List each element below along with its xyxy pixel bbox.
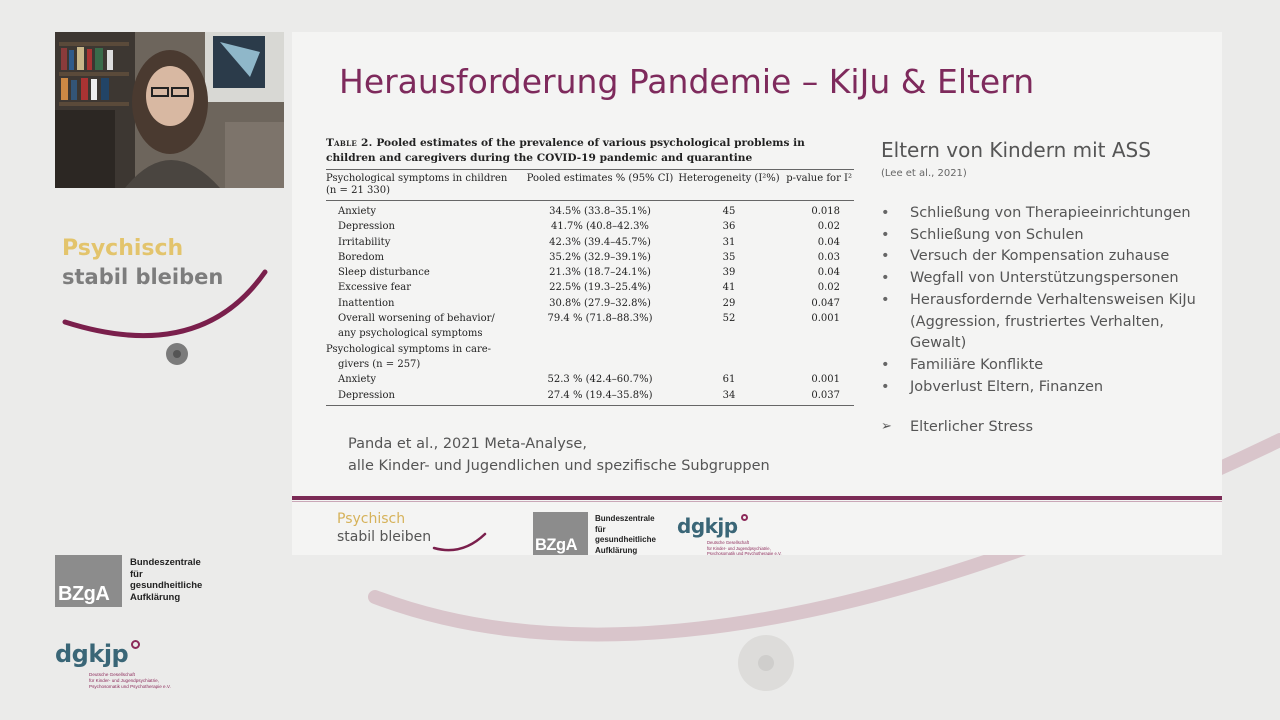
footer-brand-logo: Psychisch stabil bleiben — [337, 511, 432, 545]
table-row — [326, 342, 854, 357]
cell-pvalue — [784, 357, 854, 372]
dgkjp-wordmark: dgkjp — [55, 640, 128, 668]
cell-heterogeneity — [674, 357, 784, 372]
bzga-text: Bundeszentrale für gesundheitliche Aufklärung — [130, 557, 203, 603]
cell-pvalue: 0.04 — [817, 267, 840, 279]
cell-heterogeneity: 34 — [674, 388, 784, 406]
header-heterogeneity: Heterogeneity (I²%) — [674, 170, 784, 201]
brand-logo-psychisch-stabil — [62, 236, 223, 289]
table-row — [326, 388, 854, 406]
cell-heterogeneity — [674, 342, 784, 357]
cell-symptom: Sleep disturbance — [338, 267, 430, 279]
cell-symptom: Depression — [338, 221, 395, 233]
cell-estimate: 35.2% (32.9–39.1%) — [549, 251, 651, 263]
cell-estimate — [526, 342, 674, 357]
cell-estimate — [526, 326, 674, 341]
footer-divider-thin — [292, 501, 1222, 502]
cell-heterogeneity: 35 — [722, 251, 736, 263]
asd-parents-panel — [881, 138, 1211, 435]
slide-title: Herausforderung Pandemie – KiJu & Eltern — [339, 62, 1035, 101]
cell-estimate: 42.3% (39.4–45.7%) — [549, 236, 651, 248]
table-header-row — [326, 170, 854, 201]
challenge-item: • Schließung von Schulen — [881, 225, 1211, 247]
cell-heterogeneity: 31 — [722, 236, 736, 248]
dgkjp-dot-icon — [741, 514, 748, 521]
table-row — [326, 250, 854, 265]
challenge-item: • Wegfall von Unterstützungspersonen — [881, 268, 1211, 290]
cell-heterogeneity: 36 — [722, 221, 736, 233]
dgkjp-subtitle: Deutsche Gesellschaft für Kinder- und Jugendpsychiatrie, Psychosomatik und Psychotherapie e.V. — [89, 672, 171, 689]
webcam-video — [55, 32, 284, 188]
cell-estimate: 79.4 % (71.8–88.3%) — [547, 313, 653, 325]
cell-heterogeneity — [674, 326, 784, 341]
brand-line2: stabil bleiben — [62, 265, 224, 289]
panel-citation: (Lee et al., 2021) — [881, 168, 967, 179]
dgkjp-dot-icon — [131, 640, 140, 649]
table-row — [326, 201, 854, 220]
header-symptoms: Psychological symptoms in children (n = 21 330) — [326, 170, 526, 201]
bzga-logo — [55, 555, 202, 607]
panel-heading: Eltern von Kindern mit ASS — [881, 138, 1151, 162]
cell-symptom: any psychological symptoms — [338, 328, 483, 340]
cell-symptom: Depression — [326, 388, 526, 406]
cell-pvalue: 0.001 — [811, 374, 840, 386]
cell-symptom: Excessive fear — [338, 282, 412, 294]
cell-symptom: Anxiety — [338, 206, 377, 217]
cell-estimate: 52.3 % (42.4–60.7%) — [547, 374, 653, 386]
cell-heterogeneity: 52 — [722, 313, 736, 325]
challenge-item: • Herausfordernde Verhaltensweisen KiJu (Aggression, frustriertes Verhalten, Gewalt) — [881, 290, 1211, 355]
cell-pvalue — [784, 326, 854, 341]
cell-symptom: Psychological symptoms in care- — [326, 343, 492, 355]
prevalence-table — [326, 136, 856, 406]
conclusion-item: ➢ Elterlicher Stress — [881, 419, 1034, 436]
cell-symptom: Boredom — [338, 251, 384, 263]
cell-heterogeneity: 41 — [722, 282, 736, 294]
cell-symptom: Inattention — [338, 297, 395, 309]
cell-symptom: Irritability — [338, 236, 391, 248]
cell-estimate: 30.8% (27.9–32.8%) — [549, 297, 651, 309]
arrow-bullet-icon: ➢ — [881, 419, 892, 435]
cell-pvalue: 0.04 — [817, 236, 840, 248]
challenge-item: • Schließung von Therapieeinrichtungen — [881, 203, 1211, 225]
challenge-item: • Familiäre Konflikte — [881, 355, 1211, 377]
challenge-list — [881, 203, 1211, 398]
table-row — [326, 311, 854, 326]
table-caption: Table 2. Pooled estimates of the prevalence of various psychological problems in children and caregivers during the COVID-19 pandemic and quarantine — [326, 137, 805, 164]
footer-divider — [292, 496, 1222, 500]
cell-pvalue: 0.018 — [811, 206, 840, 217]
table-row — [326, 357, 854, 372]
challenge-item: • Jobverlust Eltern, Finanzen — [881, 377, 1211, 399]
cell-heterogeneity: 45 — [722, 206, 736, 217]
header-pvalue: p-value for I² — [784, 170, 854, 201]
footer-brand-swoosh — [432, 528, 492, 555]
cell-symptom: givers (n = 257) — [338, 358, 421, 370]
cell-estimate: 22.5% (19.3–25.4%) — [549, 282, 651, 294]
cell-pvalue: 0.03 — [817, 251, 840, 263]
footer-dgkjp-logo: dgkjp Deutsche Gesellschaft für Kinder- und Jugendpsychiatrie, Psychosomatik und Psychotherapie e.V. — [677, 514, 782, 555]
table-row — [326, 296, 854, 311]
table-row — [326, 219, 854, 234]
bzga-mark: BZgA — [55, 555, 122, 607]
source-citation: Panda et al., 2021 Meta-Analyse, alle Kinder- und Jugendlichen und spezifische Subgruppen — [348, 436, 770, 474]
cell-heterogeneity: 39 — [722, 267, 736, 279]
cell-pvalue: 0.037 — [784, 388, 854, 406]
cell-heterogeneity: 61 — [722, 374, 736, 386]
cell-pvalue: 0.02 — [817, 221, 840, 233]
cell-estimate: 21.3% (18.7–24.1%) — [549, 267, 651, 279]
challenge-item: • Versuch der Kompensation zuhause — [881, 246, 1211, 268]
cell-pvalue: 0.047 — [811, 297, 840, 309]
cell-estimate: 27.4 % (19.4–35.8%) — [526, 388, 674, 406]
cell-pvalue: 0.001 — [811, 313, 840, 325]
cell-estimate — [526, 357, 674, 372]
presentation-slide — [292, 32, 1222, 555]
brand-line1: Psychisch — [62, 236, 184, 261]
footer-bzga-logo: BZgA Bundeszentrale für gesundheitliche Aufklärung — [535, 514, 656, 555]
dgkjp-logo — [55, 640, 171, 690]
cell-symptom: Anxiety — [338, 374, 377, 386]
table-row — [326, 280, 854, 295]
cell-pvalue — [784, 342, 854, 357]
cell-estimate: 41.7% (40.8–42.3% — [551, 221, 649, 233]
table-row — [326, 372, 854, 387]
cell-heterogeneity: 29 — [722, 297, 736, 309]
cell-pvalue: 0.02 — [817, 282, 840, 294]
table-row — [326, 235, 854, 250]
table-row — [326, 326, 854, 341]
header-estimates: Pooled estimates % (95% CI) — [526, 170, 674, 201]
cell-symptom: Overall worsening of behavior/ — [338, 313, 495, 325]
table-row — [326, 265, 854, 280]
cell-estimate: 34.5% (33.8–35.1%) — [549, 206, 651, 217]
